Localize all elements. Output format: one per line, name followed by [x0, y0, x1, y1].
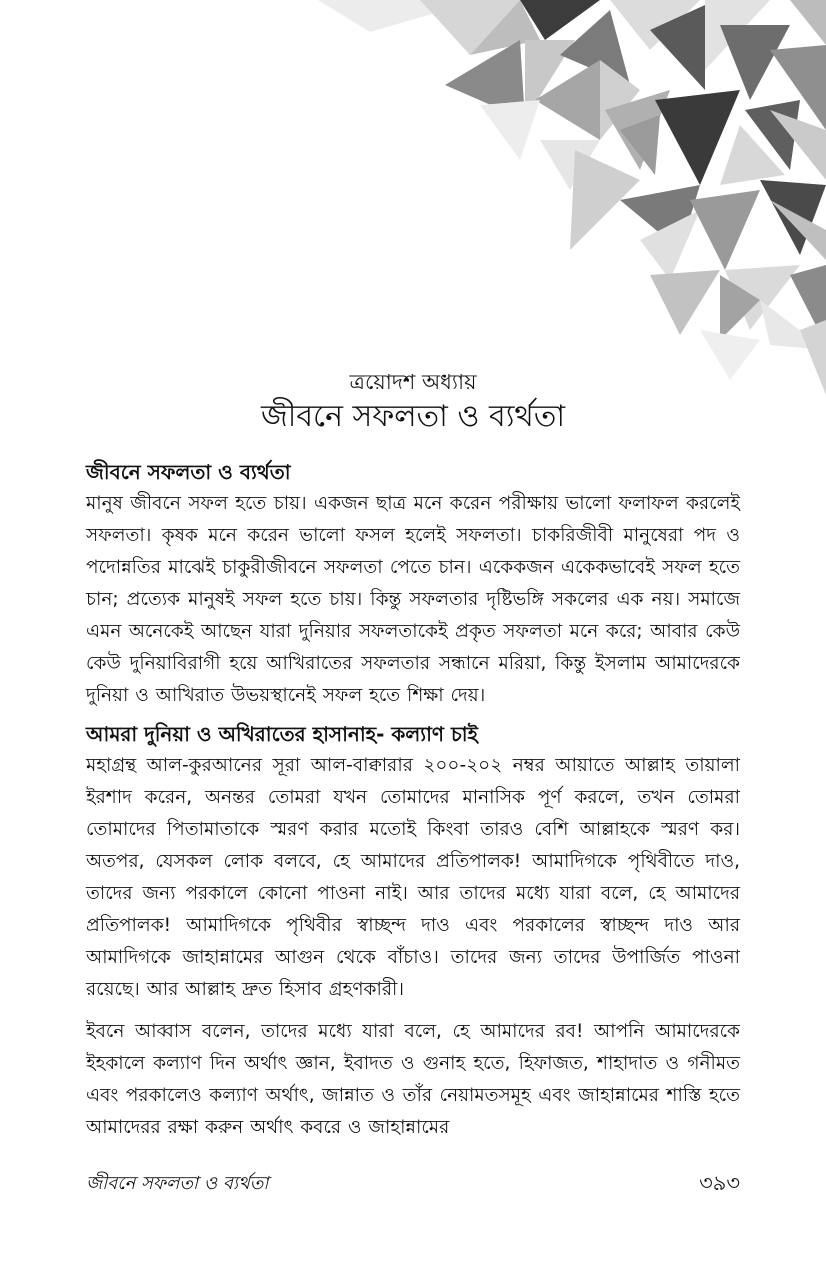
section-2-paragraph-2: ইবনে আব্বাস বলেন, তাদের মধ্যে যারা বলে, হে আমাদের রব! আপনি আমাদেরকে ইহকালে কল্যাণ দিন অর্থাৎ জ্ঞান, ইবাদত ও গুনাহ হতে, হিফাজত, শাহাদাত ও গনীমত এবং পরকালেও কল্যাণ অর্থাৎ, জান্নাত ও তাঁর নেয়ামতসমূহ এবং জাহান্নামের শাস্তি হতে আমাদেরর রক্ষা করুন অর্থাৎ কবরে ও জাহান্নামের — [86, 1021, 740, 1138]
decorative-triangle-pattern — [0, 0, 826, 420]
section-2-paragraph-1: মহাগ্রন্থ আল-কুরআনের সূরা আল-বাক্বারার ২০০-২০২ নম্বর আয়াতে আল্লাহ তায়ালা ইরশাদ করেন, অনন্তর তোমরা যখন তোমাদের মানাসিক পূর্ণ করলে, তখন তোমরা তোমাদের পিতামাতাকে স্মরণ করার মতোই কিংবা তারও বেশি আল্লাহকে স্মরণ কর। অতপর, যেসকল লোক বলবে, হে আমাদের প্রতিপালক! আমাদিগকে পৃথিবীতে দাও, তাদের জন্য পরকালে কোনো পাওনা নাই। আর তাদের মধ্যে যারা বলে, হে আমাদের প্রতিপালক! আমাদিগকে পৃথিবীর স্বাচ্ছন্দ দাও এবং পরকালের স্বাচ্ছন্দ দাও আর আমাদিগকে জাহান্নামের আগুন থেকে বাঁচাও। তাদের জন্য তাদের উপার্জিত পাওনা রয়েছে। আর আল্লাহ দ্রুত হিসাব গ্রহণকারী। — [86, 755, 740, 1000]
triangle-mosaic — [318, 0, 826, 395]
section-1-paragraph: মানুষ জীবনে সফল হতে চায়। একজন ছাত্র মনে করেন পরীক্ষায় ভালো ফলাফল করলেই সফলতা। কৃষক মনে করেন ভালো ফসল হলেই সফলতা। চাকরিজীবী মানুষেরা পদ ও পদোন্নতির মাঝেই চাকুরীজীবনে সফলতা পেতে চান। একেকজন একেকভাবেই সফল হতে চান; প্রত্যেক মানুষই সফল হতে চায়। কিন্তু সফলতার দৃষ্টিভঙ্গি সকলের এক নয়। সমাজে এমন অনেকেই আছেন যারা দুনিয়ার সফলতাকেই প্রকৃত সফলতা মনে করে; আবার কেউ কেউ দুনিয়াবিরাগী হয়ে আখিরাতের সফলতার সন্ধানে মরিয়া, কিন্তু ইসলাম আমাদেরকে দুনিয়া ও আখিরাত উভয়স্থানেই সফল হতে শিক্ষা দেয়। — [86, 493, 740, 706]
section-1-heading: জীবনে সফলতা ও ব্যর্থতা — [86, 460, 291, 484]
chapter-title: জীবনে সফলতা ও ব্যর্থতা — [260, 399, 566, 434]
page-number: ৩৯৩ — [699, 1171, 740, 1195]
main-content — [86, 456, 740, 1150]
footer-book-title: জীবনে সফলতা ও ব্যর্থতা — [86, 1173, 269, 1194]
section-2-heading: আমরা দুনিয়া ও অখিরাতের হাসানাহ- কল্যাণ চাই — [86, 722, 478, 746]
chapter-label: ত্রয়োদশ অধ্যায় — [349, 370, 477, 394]
